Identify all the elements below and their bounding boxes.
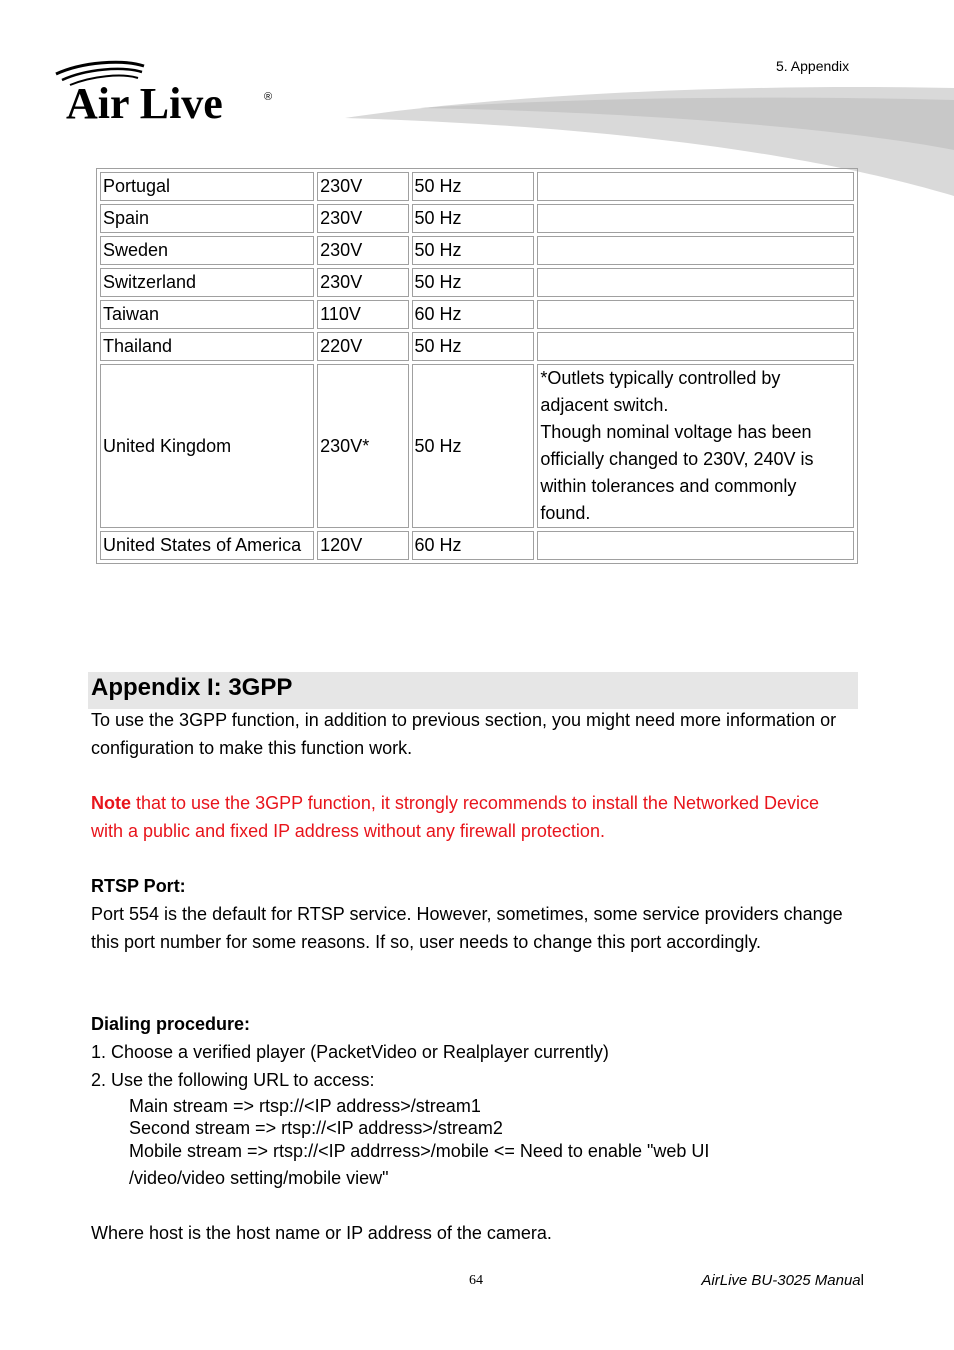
cell-country: Taiwan bbox=[100, 300, 314, 329]
cell-frequency: 50 Hz bbox=[412, 204, 535, 233]
step-1: 1. Choose a verified player (PacketVideo or Realplayer currently) bbox=[91, 1042, 609, 1062]
cell-country: United Kingdom bbox=[100, 364, 314, 528]
cell-voltage: 230V bbox=[317, 204, 408, 233]
table-row bbox=[100, 531, 854, 560]
cell-frequency: 50 Hz bbox=[412, 332, 535, 361]
cell-frequency: 50 Hz bbox=[412, 172, 535, 201]
cell-notes bbox=[537, 268, 854, 297]
cell-notes bbox=[537, 531, 854, 560]
step-2: 2. Use the following URL to access: bbox=[91, 1070, 375, 1090]
svg-text:®: ® bbox=[264, 91, 273, 103]
cell-frequency: 60 Hz bbox=[412, 531, 535, 560]
table-row bbox=[100, 300, 854, 329]
cell-voltage: 230V bbox=[317, 172, 408, 201]
voltage-table bbox=[96, 168, 858, 564]
cell-country: Thailand bbox=[100, 332, 314, 361]
manual-title-italic: AirLive BU-3025 Manua bbox=[701, 1272, 861, 1289]
cell-frequency: 50 Hz bbox=[412, 268, 535, 297]
manual-title bbox=[701, 1272, 864, 1289]
cell-notes bbox=[537, 172, 854, 201]
table-row bbox=[100, 172, 854, 201]
host-note: Where host is the host name or IP address of the camera. bbox=[91, 1223, 552, 1243]
note-label: Note bbox=[91, 793, 131, 813]
rtsp-paragraph: Port 554 is the default for RTSP service. However, sometimes, some service providers change this port number for some reasons. If so, user needs to change this port accordingly. bbox=[91, 904, 843, 952]
cell-voltage: 230V* bbox=[317, 364, 408, 528]
appendix-heading: Appendix I: 3GPP bbox=[88, 672, 858, 709]
cell-notes bbox=[537, 300, 854, 329]
table-row bbox=[100, 236, 854, 265]
manual-title-suffix: l bbox=[860, 1272, 864, 1289]
cell-voltage: 230V bbox=[317, 236, 408, 265]
cell-notes bbox=[537, 332, 854, 361]
cell-country: United States of America bbox=[100, 531, 314, 560]
mobile-stream-url-cont: /video/video setting/mobile view" bbox=[129, 1168, 389, 1188]
rtsp-heading: RTSP Port: bbox=[91, 876, 186, 896]
note-paragraph bbox=[91, 789, 851, 845]
dialing-heading: Dialing procedure: bbox=[91, 1014, 251, 1034]
table-row bbox=[100, 364, 854, 528]
table-row bbox=[100, 268, 854, 297]
cell-voltage: 120V bbox=[317, 531, 408, 560]
airlive-logo bbox=[52, 60, 282, 126]
cell-voltage: 220V bbox=[317, 332, 408, 361]
main-stream-url: Main stream => rtsp://<IP address>/stream1 bbox=[129, 1096, 481, 1116]
cell-notes bbox=[537, 204, 854, 233]
cell-voltage: 230V bbox=[317, 268, 408, 297]
table-row bbox=[100, 332, 854, 361]
cell-frequency: 50 Hz bbox=[412, 364, 535, 528]
mobile-stream-url: Mobile stream => rtsp://<IP addrress>/mobile <= Need to enable "web UI bbox=[129, 1141, 710, 1161]
cell-country: Portugal bbox=[100, 172, 314, 201]
table-row bbox=[100, 204, 854, 233]
cell-notes bbox=[537, 236, 854, 265]
cell-voltage: 110V bbox=[317, 300, 408, 329]
page-number: 64 bbox=[469, 1273, 483, 1288]
cell-frequency: 60 Hz bbox=[412, 300, 535, 329]
section-label: 5. Appendix bbox=[776, 58, 850, 74]
cell-frequency: 50 Hz bbox=[412, 236, 535, 265]
cell-country: Spain bbox=[100, 204, 314, 233]
cell-notes: *Outlets typically controlled by adjacent switch. Though nominal voltage has been officially changed to 230V, 240V is within tolerances and commonly found. bbox=[537, 364, 854, 528]
cell-country: Switzerland bbox=[100, 268, 314, 297]
svg-text:Air Live: Air Live bbox=[66, 79, 223, 126]
second-stream-url: Second stream => rtsp://<IP address>/stream2 bbox=[129, 1118, 503, 1138]
note-text: that to use the 3GPP function, it strongly recommends to install the Networked Device with a public and fixed IP address without any firewall protection. bbox=[91, 793, 820, 841]
intro-paragraph: To use the 3GPP function, in addition to previous section, you might need more information or configuration to make this function work. bbox=[91, 710, 837, 758]
cell-country: Sweden bbox=[100, 236, 314, 265]
